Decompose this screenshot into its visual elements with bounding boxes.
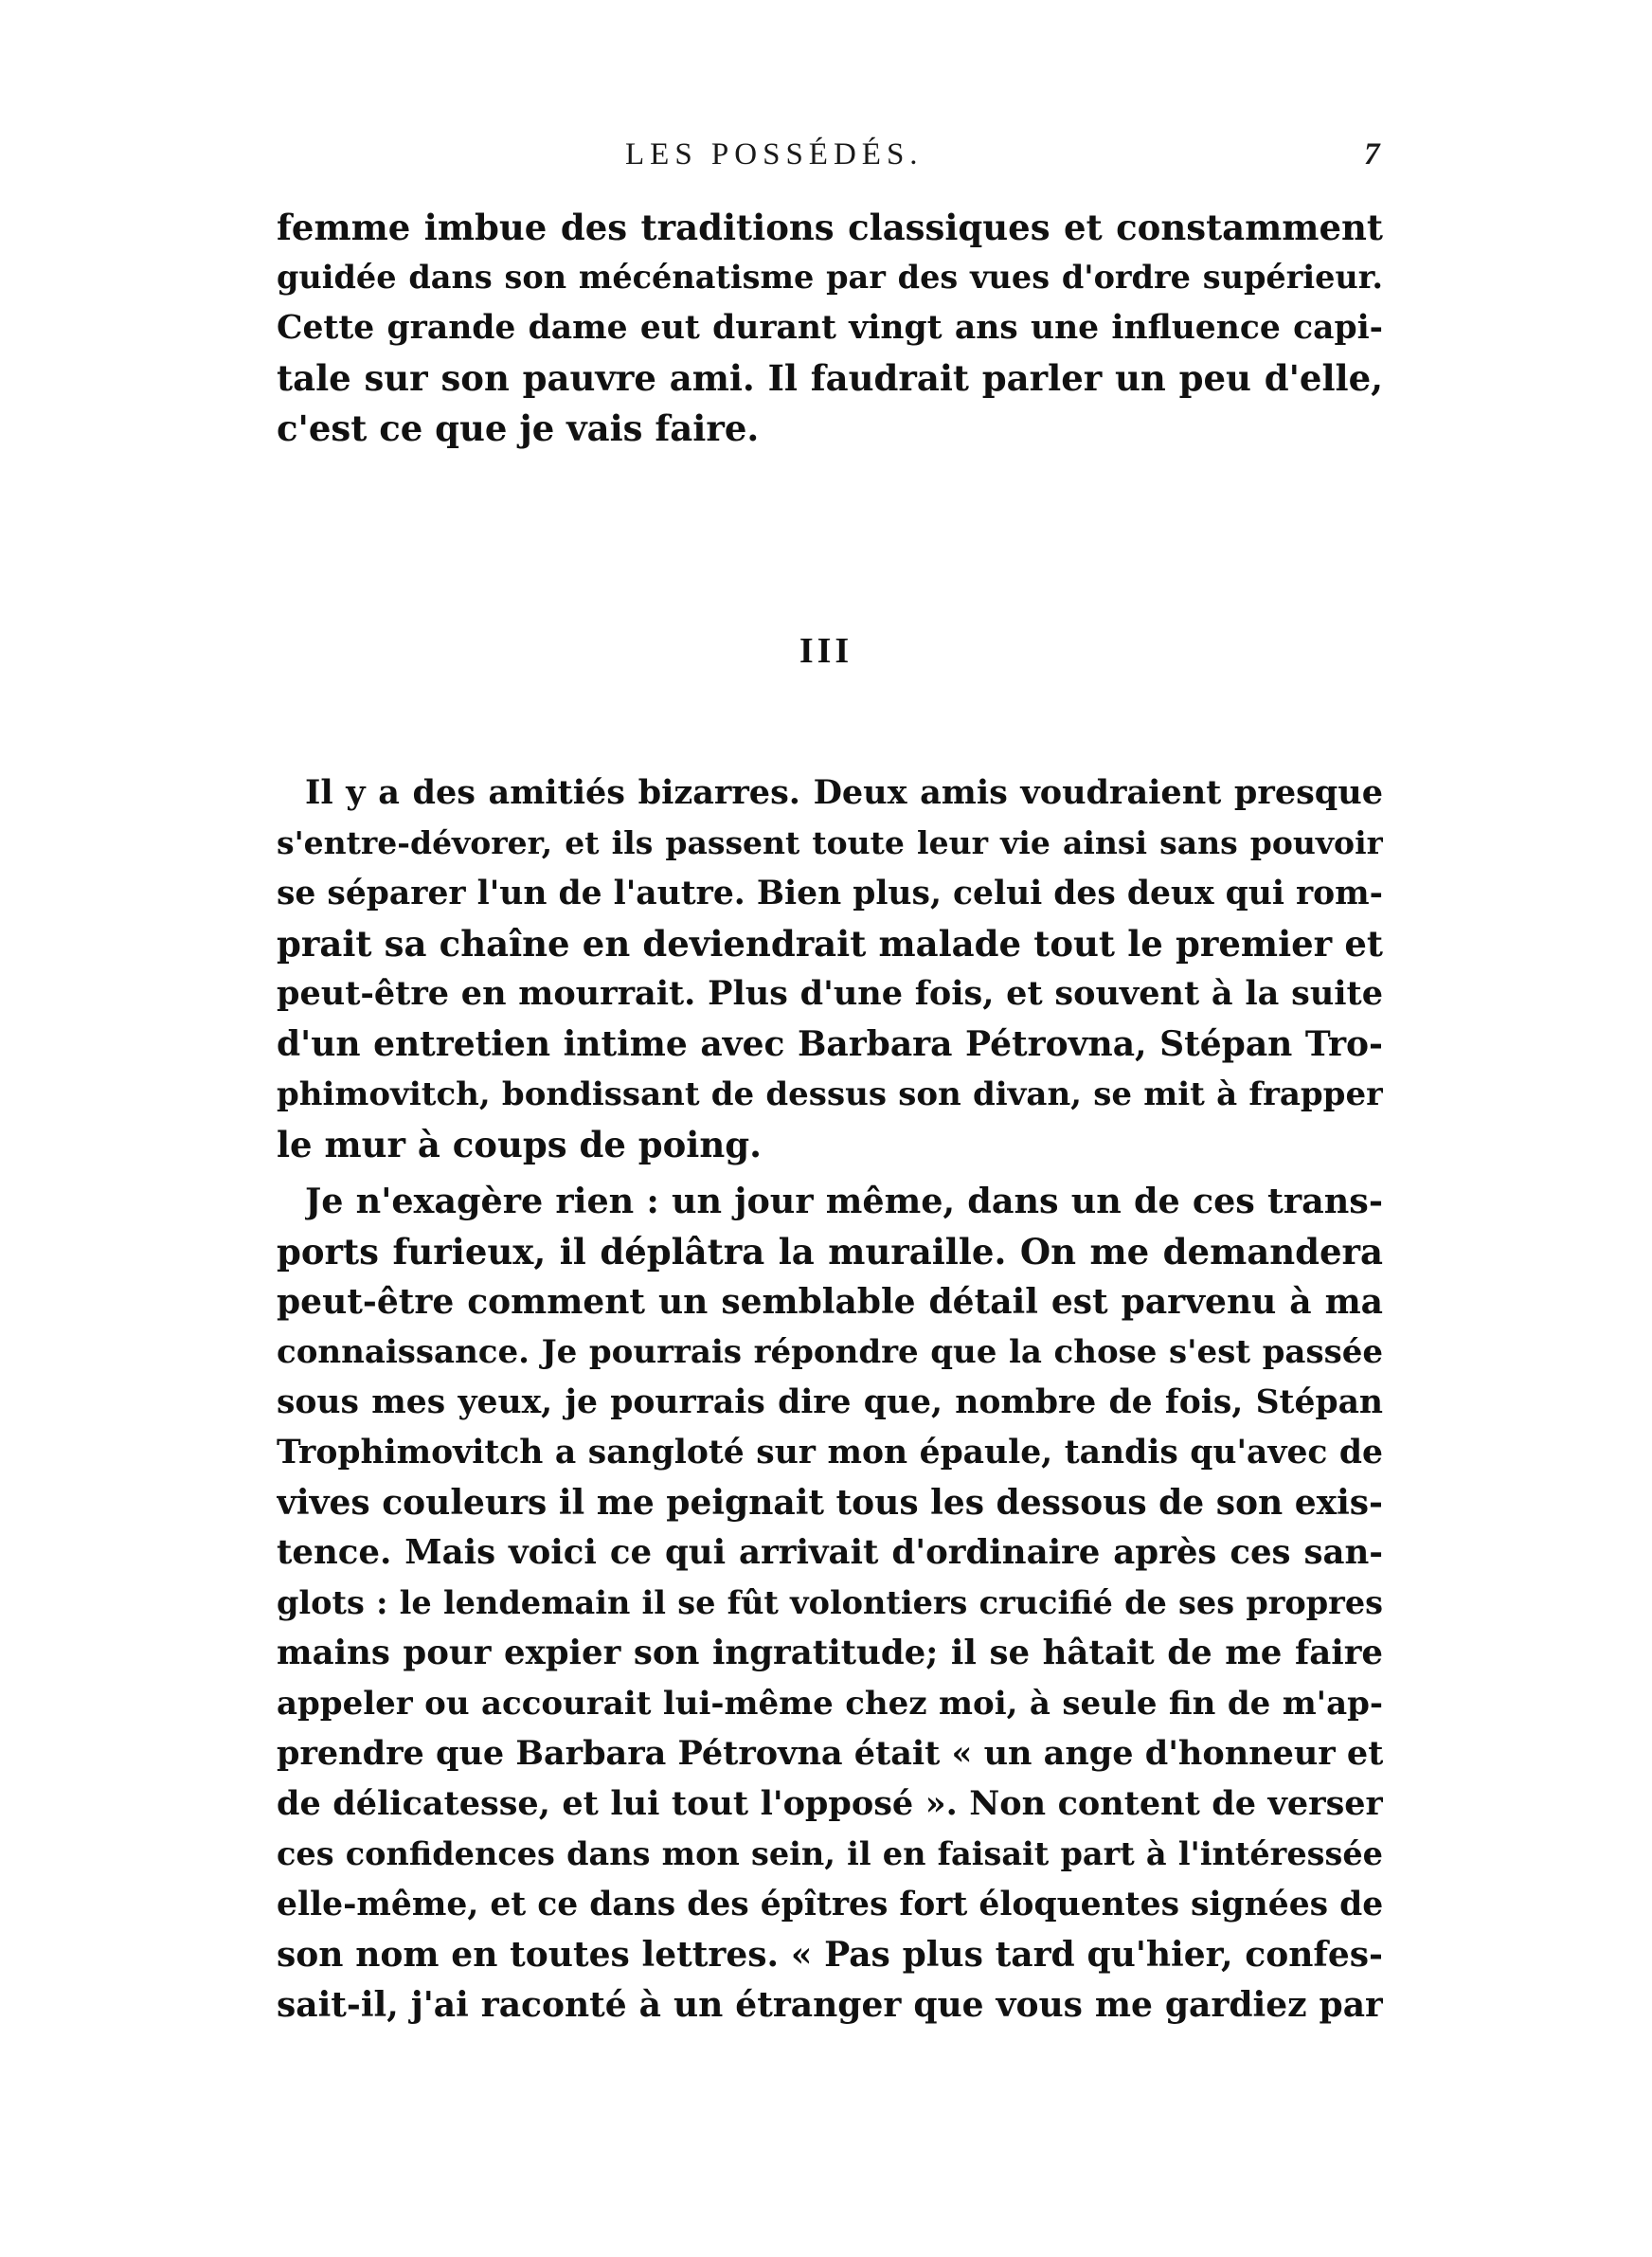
- text-line: de délicatesse, et lui tout l'opposé ». Non content de verser: [277, 1784, 1383, 1823]
- text-line: prendre que Barbara Pétrovna était « un ange d'honneur et: [277, 1734, 1383, 1773]
- text-line: sait-il, j'ai raconté à un étranger que vous me gardiez par: [277, 1985, 1383, 2025]
- text-line: elle-même, et ce dans des épîtres fort éloquentes signées de: [277, 1886, 1383, 1923]
- text-line: guidée dans son mécénatisme par des vues d'ordre supérieur.: [277, 259, 1383, 296]
- text-line: c'est ce que je vais faire.: [277, 407, 760, 449]
- text-line: Trophimovitch a sangloté sur mon épaule, tandis qu'avec de: [277, 1434, 1383, 1472]
- text-line: Je n'exagère rien : un jour même, dans un de ces trans-: [305, 1181, 1383, 1221]
- running-title: LES POSSÉDÉS.: [625, 137, 924, 172]
- text-line: prait sa chaîne en deviendrait malade tout le premier et: [277, 923, 1383, 965]
- text-line: glots : le lendemain il se fût volontiers crucifié de ses propres: [277, 1584, 1383, 1621]
- text-line: sous mes yeux, je pourrais dire que, nombre de fois, Stépan: [277, 1383, 1383, 1421]
- text-line: appeler ou accourait lui-même chez moi, à seule fin de m'ap-: [277, 1685, 1383, 1723]
- text-line: son nom en toutes lettres. « Pas plus tard qu'hier, confes-: [277, 1935, 1383, 1975]
- text-line: d'un entretien intime avec Barbara Pétrovna, Stépan Tro-: [277, 1024, 1383, 1064]
- text-line: mains pour expier son ingratitude; il se hâtait de me faire: [277, 1634, 1383, 1672]
- text-line: vives couleurs il me peignait tous les dessous de son exis-: [277, 1483, 1383, 1523]
- section-number: III: [799, 631, 853, 671]
- text-line: Il y a des amitiés bizarres. Deux amis voudraient presque: [305, 773, 1383, 812]
- text-line: ces confidences dans mon sein, il en faisait part à l'intéressée: [277, 1835, 1383, 1872]
- text-line: s'entre-dévorer, et ils passent toute leur vie ainsi sans pouvoir: [277, 824, 1383, 861]
- text-line: femme imbue des traditions classiques et constamment: [277, 207, 1383, 248]
- text-line: phimovitch, bondissant de dessus son divan, se mit à frapper: [277, 1075, 1383, 1113]
- text-line: ports furieux, il déplâtra la muraille. On me demandera: [277, 1231, 1383, 1273]
- text-line: se séparer l'un de l'autre. Bien plus, celui des deux qui rom-: [277, 875, 1383, 912]
- text-line: connaissance. Je pourrais répondre que la chose s'est passée: [277, 1333, 1383, 1371]
- text-line: peut-être en mourrait. Plus d'une fois, et souvent à la suite: [277, 974, 1383, 1013]
- text-line: le mur à coups de poing.: [277, 1124, 763, 1165]
- text-line: Cette grande dame eut durant vingt ans une influence capi-: [277, 309, 1383, 347]
- text-line: tence. Mais voici ce qui arrivait d'ordinaire après ces san-: [277, 1533, 1383, 1572]
- text-line: peut-être comment un semblable détail est parvenu à ma: [277, 1282, 1383, 1322]
- page-number: 7: [1364, 137, 1380, 172]
- text-line: tale sur son pauvre ami. Il faudrait parler un peu d'elle,: [277, 357, 1383, 399]
